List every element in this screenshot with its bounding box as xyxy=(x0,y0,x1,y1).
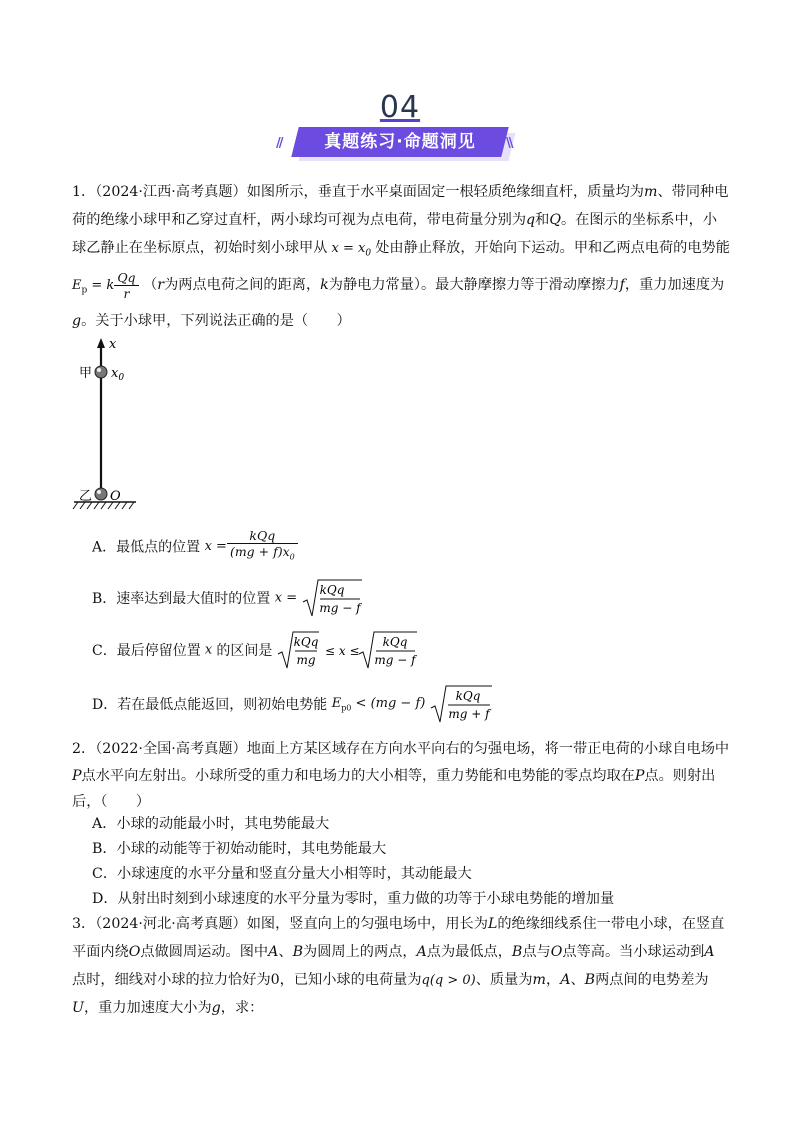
section-title: 真题练习·命题洞见 xyxy=(324,132,476,152)
svg-text:kQq: kQq xyxy=(319,583,344,597)
svg-text:≤ x ≤: ≤ x ≤ xyxy=(324,644,360,658)
q3-line-4: U，重力加速度大小为g，求： xyxy=(72,1000,264,1016)
q3-line-2: 平面内绕O点做圆周运动。图中A、B为圆周上的两点，A点为最低点，B点与O点等高。当小球运动到A xyxy=(72,944,715,960)
q1-option-d[interactable]: D．若在最低点能返回，则初始电势能 $E_{p0} < (mg - f)$ kQq mg + f xyxy=(92,684,492,724)
q2-line-2: P点水平向左射出。小球所受的重力和电场力的大小相等，重力势能和电势能的零点均取在P点。则射出 xyxy=(72,768,716,784)
ball-jia xyxy=(95,366,107,378)
x-eq-x0: $x = x_0$ xyxy=(327,241,372,259)
svg-text:kQq: kQq xyxy=(382,635,408,649)
right-slash-deco: \\ xyxy=(506,136,512,151)
svg-text:kQq: kQq xyxy=(455,689,481,703)
sqrt-b xyxy=(302,578,362,618)
ball-yi xyxy=(95,488,107,500)
svg-text:kQq: kQq xyxy=(293,635,319,649)
q1-line-2: 荷的绝缘小球甲和乙穿过直杆，两小球均可视为点电荷，带电荷量分别为q和Q。在图示的坐标系中，小 xyxy=(72,212,718,228)
axis-arrow-icon xyxy=(97,338,105,348)
origin-label: O xyxy=(110,489,121,504)
q2-line-1: 2．（2022·全国·高考真题）地面上方某区域存在方向水平向右的匀强电场，将一带正电荷的小球自电场中 xyxy=(72,741,730,757)
q1-option-c[interactable]: C．最后停留位置 x 的区间是 kQq mg ≤ x ≤ kQq mg − f xyxy=(92,630,417,670)
q1-line-4: $E_p = k$ $\frac{Qq}{r}$ （r为两点电荷之间的距离，k为静电力常量）。最大静摩擦力等于滑动摩擦力f，重力加速度为 xyxy=(72,269,725,301)
q1-line-5: g。关于小球甲，下列说法正确的是（ ） xyxy=(72,313,351,329)
q1-option-b[interactable]: B．速率达到最大值时的位置 x = kQq mg − f xyxy=(92,578,362,618)
q1-figure xyxy=(66,334,166,520)
q2-option-d[interactable]: D．从射出时刻到小球速度的水平分量为零时，重力做的功等于小球电势能的增加量 xyxy=(92,891,615,907)
ball-jia-label: 甲 xyxy=(79,366,93,381)
svg-text:mg − f: mg − f xyxy=(318,601,361,615)
section-number-text: 04 xyxy=(379,90,421,125)
q2-option-c[interactable]: C．小球速度的水平分量和竖直分量大小相等时，其动能最大 xyxy=(92,866,472,882)
q-gt-zero: q(q > 0) xyxy=(421,973,476,988)
ball-jia-highlight xyxy=(97,368,101,372)
ball-yi-highlight xyxy=(97,490,101,494)
svg-text:mg + f: mg + f xyxy=(448,707,490,721)
left-slash-deco: // xyxy=(276,136,282,151)
q1-line-3: 球乙静止在坐标原点，初始时刻小球甲从 $x = x_0$ 处由静止释放，开始向下运动。甲和乙两点电荷的电势能 xyxy=(72,240,730,259)
sqrt-c xyxy=(277,630,417,670)
q1-option-a[interactable]: A．最低点的位置 x = $\frac{\text{kQq}}{(mg + f)x_0}$ xyxy=(92,528,298,565)
q1-line-1: 1．（2024·江西·高考真题）如图所示，垂直于水平桌面固定一根轻质绝缘细直杆，质量均为m、带同种电 xyxy=(72,184,729,200)
q3-line-3: 点时，细线对小球的拉力恰好为0，已知小球的电荷量为q(q > 0)、质量为m，A、B两点间的电势差为 xyxy=(72,972,709,988)
q2-option-a[interactable]: A．小球的动能最小时，其电势能最大 xyxy=(92,816,330,832)
ep-formula: $E_p = k$ xyxy=(72,278,115,296)
ball-yi-label: 乙 xyxy=(79,489,93,504)
q2-line-3: 后，（ ） xyxy=(72,794,151,810)
qq-over-r: $\frac{Qq}{r}$ xyxy=(114,270,138,301)
axis-label: x xyxy=(109,337,117,352)
svg-text:mg: mg xyxy=(296,653,316,667)
q2-option-b[interactable]: B．小球的动能等于初始动能时，其电势能最大 xyxy=(92,841,387,857)
svg-text:mg − f: mg − f xyxy=(374,653,416,667)
sqrt-d xyxy=(430,684,492,724)
x0-label: $x_0$ xyxy=(111,366,125,383)
q3-line-1: 3．（2024·河北·高考真题）如图，竖直向上的匀强电场中，用长为L的绝缘细线系住一带电小球，在竖直 xyxy=(72,916,725,932)
section-number xyxy=(0,90,800,125)
